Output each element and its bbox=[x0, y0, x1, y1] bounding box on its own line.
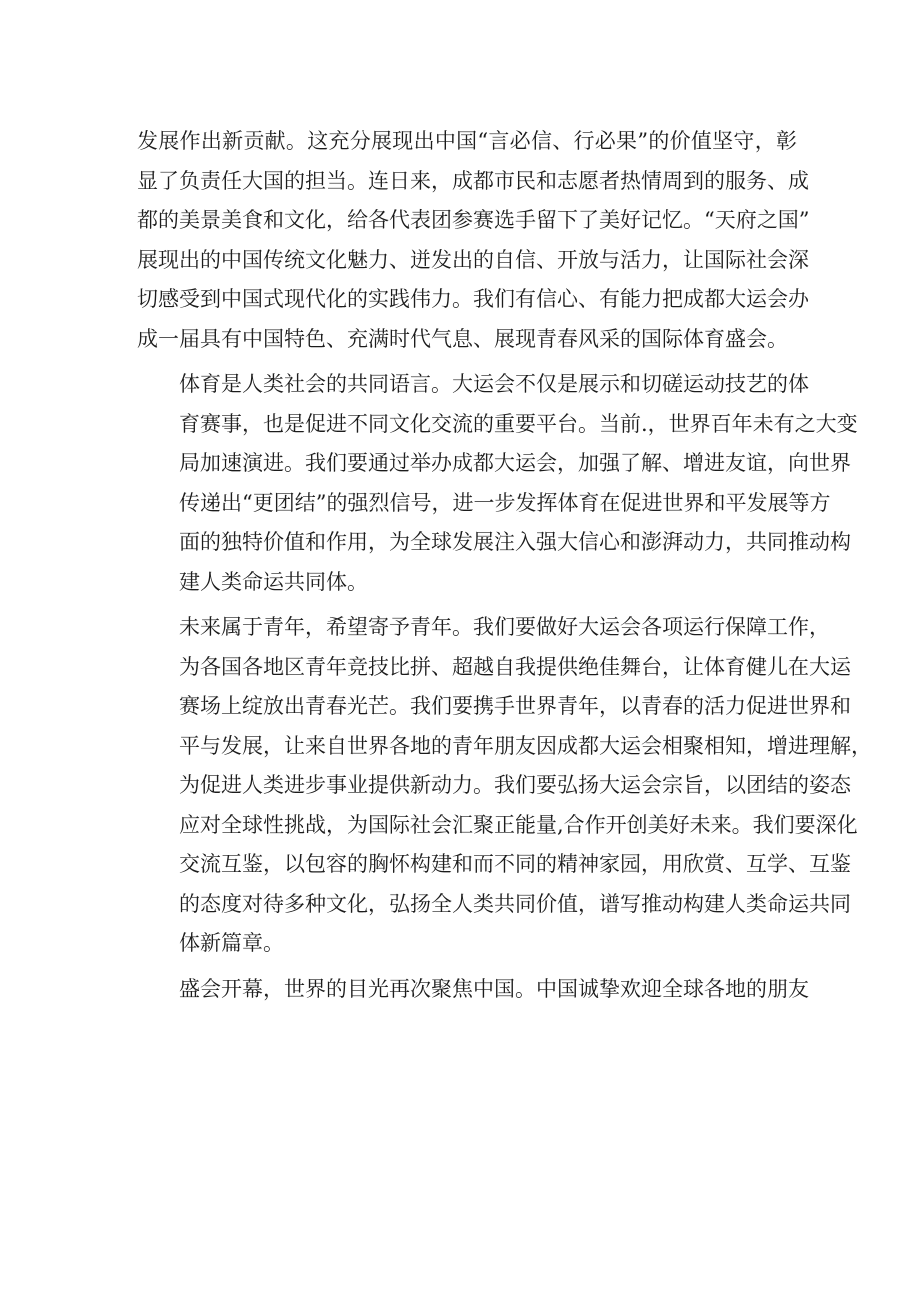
text-line: 显了负责任大国的担当。连日来，成都市民和志愿者热情周到的服务、成 bbox=[137, 168, 809, 193]
text-line: 成一届具有中国特色、充满时代气息、展现青春风采的国际体育盛会。 bbox=[137, 326, 788, 351]
text-line: 体育是人类社会的共同语言。大运会不仅是展示和切磋运动技艺的体 bbox=[179, 372, 809, 396]
text-line: 都的美景美食和文化，给各代表团参赛选手留下了美好记忆。“天府之国” bbox=[137, 208, 810, 232]
text-line: 未来属于青年，希望寄予青年。我们要做好大运会各项运行保障工作， bbox=[179, 615, 830, 639]
paragraph-3 bbox=[137, 608, 872, 964]
text-line: 盛会开幕，世界的目光再次聚焦中国。中国诚挚欢迎全球各地的朋友 bbox=[179, 976, 809, 1001]
body-text bbox=[137, 122, 872, 1015]
text-line: 赛场上绽放出青春光芒。我们要携手世界青年，以青春的活力促进世界和 bbox=[179, 694, 851, 718]
text-line: 发展作出新贡献。这充分展现出中国“言必信、行必果”的价值坚守，彰 bbox=[137, 129, 797, 153]
text-line: 切感受到中国式现代化的实践伟力。我们有信心、有能力把成都大运会办 bbox=[137, 287, 809, 311]
text-line: 育赛事，也是促进不同文化交流的重要平台。当前.，世界百年未有之大变 bbox=[179, 411, 858, 436]
text-line: 应对全球性挑战，为国际社会汇聚正能量,合作开创美好未来。我们要深化 bbox=[179, 812, 858, 837]
text-line: 传递出“更团结”的强烈信号，进一步发挥体育在促进世界和平发展等方 bbox=[179, 490, 831, 515]
text-line: 平与发展，让来自世界各地的青年朋友因成都大运会相聚相知，增进理解， bbox=[179, 733, 872, 758]
paragraph-4 bbox=[137, 970, 809, 1010]
text-line: 体新篇章。 bbox=[179, 931, 284, 955]
text-line: 局加速演进。我们要通过举办成都大运会，加强了解、增进友谊，向世界 bbox=[179, 451, 851, 475]
text-line: 面的独特价值和作用，为全球发展注入强大信心和澎湃动力，共同推动构 bbox=[179, 530, 851, 554]
text-line: 交流互鉴，以包容的胸怀构建和而不同的精神家园，用欣赏、互学、互鉴 bbox=[179, 852, 851, 876]
text-line: 展现出的中国传统文化魅力、迸发出的自信、开放与活力，让国际社会深 bbox=[137, 247, 809, 272]
paragraph-1 bbox=[137, 122, 810, 359]
text-line: 为各国各地区青年竞技比拼、超越自我提供绝佳舞台，让体育健儿在大运 bbox=[179, 654, 851, 679]
text-line: 的态度对待多种文化，弘扬全人类共同价值，谱写推动构建人类命运共同 bbox=[179, 891, 851, 916]
text-line: 建人类命运共同体。 bbox=[179, 569, 368, 594]
paragraph-2 bbox=[137, 365, 858, 602]
text-line: 为促进人类进步事业提供新动力。我们要弘扬大运会宗旨，以团结的姿态 bbox=[179, 773, 851, 797]
